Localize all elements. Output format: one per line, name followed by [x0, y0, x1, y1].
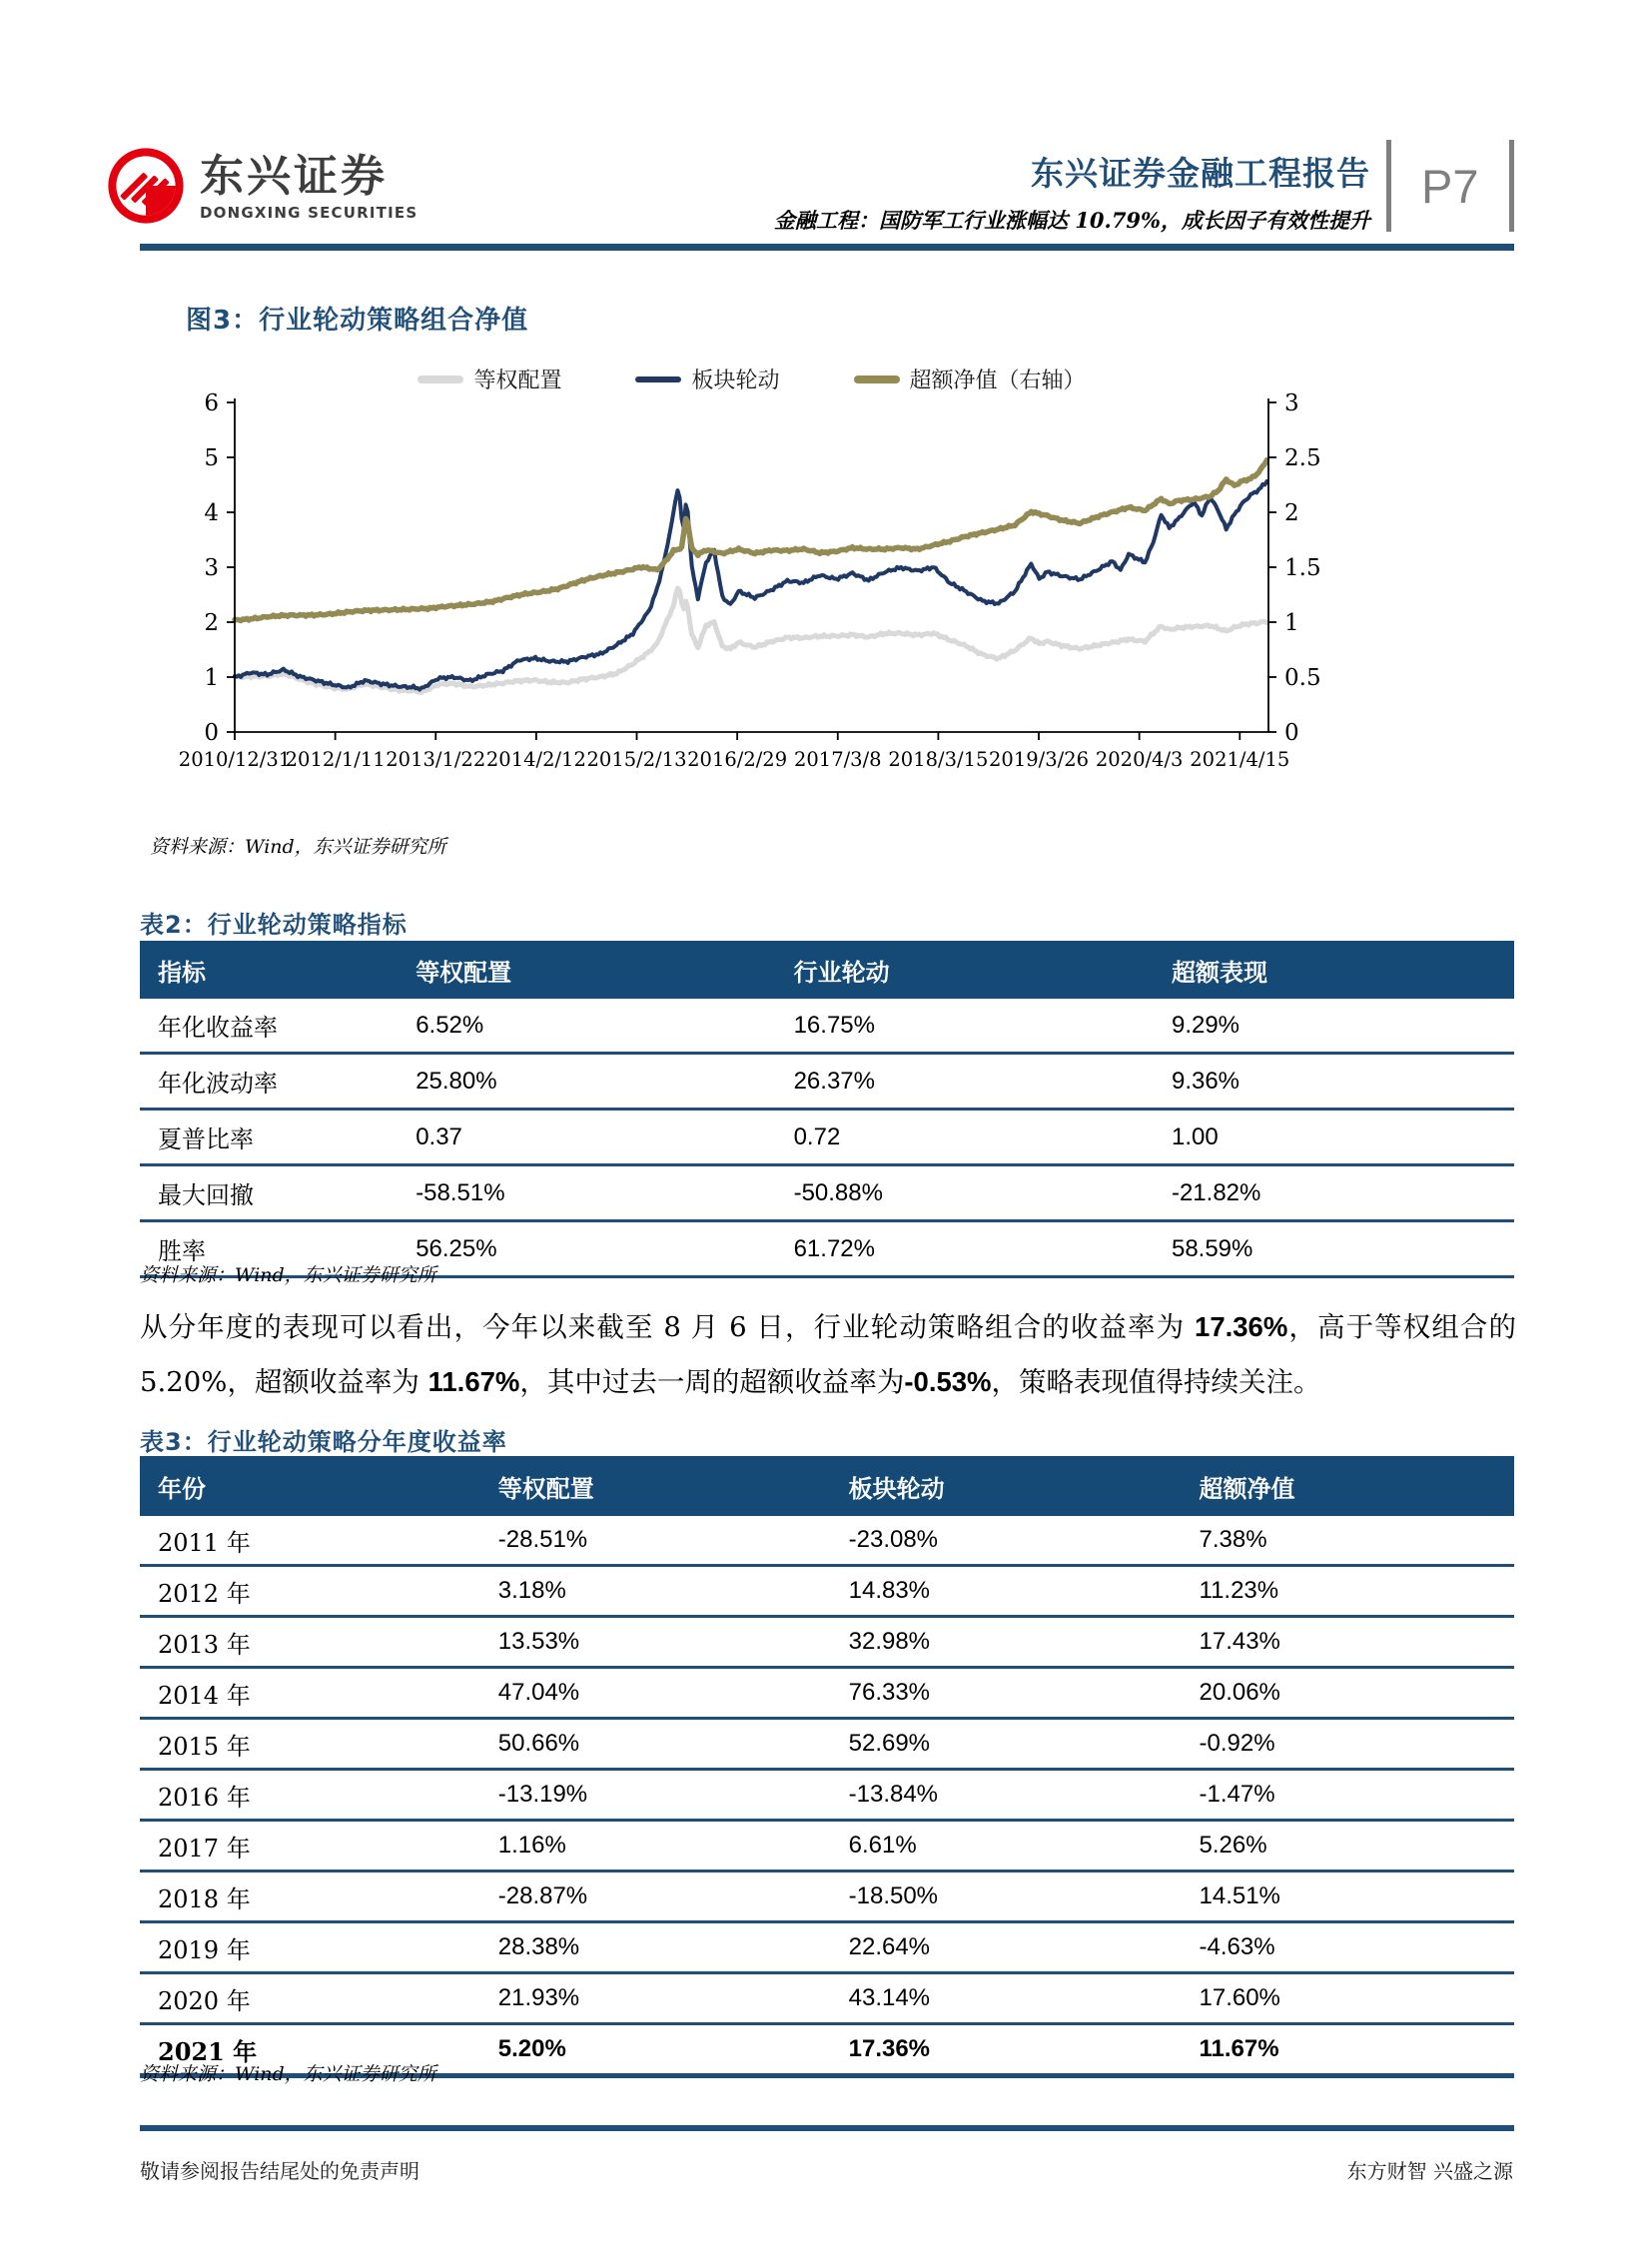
row-label-cell: 年化波动率 [140, 1054, 414, 1110]
svg-text:2019/3/26: 2019/3/26 [989, 748, 1090, 771]
row-label-cell: 2014 年 [140, 1668, 497, 1719]
legend-label: 超额净值（右轴） [909, 369, 1086, 393]
svg-text:5: 5 [204, 445, 219, 471]
logo-name-en: DONGXING SECURITIES [200, 204, 418, 223]
svg-text:2020/4/3: 2020/4/3 [1095, 748, 1184, 771]
paragraph-text: ，高于等权组合的 5.20%，超额收益率为 [140, 1311, 1516, 1398]
row-label-cell: 年化收益率 [140, 999, 414, 1054]
figure3-source: 资料来源：Wind，东兴证券研究所 [150, 836, 446, 858]
row-label-cell: 胜率 [140, 1221, 414, 1277]
row-label-cell: 2011 年 [140, 1516, 497, 1566]
svg-text:1.5: 1.5 [1284, 555, 1321, 581]
table-row [140, 1770, 1514, 1821]
svg-text:1: 1 [1284, 610, 1299, 636]
value-cell: 25.80% [414, 1054, 792, 1110]
value-cell: 16.75% [793, 999, 1171, 1054]
table-row [140, 1566, 1514, 1617]
value-cell: 9.29% [1171, 999, 1514, 1054]
table2 [140, 941, 1514, 1278]
table-row [140, 1719, 1514, 1770]
report-subtitle: 金融工程：国防军工行业涨幅达 10.79%，成长因子有效性提升 [773, 208, 1370, 233]
value-cell: 52.69% [848, 1719, 1199, 1770]
table-row [140, 1821, 1514, 1871]
footer-disclaimer: 敬请参阅报告结尾处的免责声明 [140, 2159, 419, 2183]
column-header: 超额净值 [1199, 1456, 1515, 1516]
company-logo [106, 146, 417, 230]
table2-source: 资料来源：Wind，东兴证券研究所 [140, 1264, 436, 1286]
highlight-number: -0.53% [904, 1365, 992, 1397]
table-row [140, 1165, 1514, 1221]
table-row [140, 1922, 1514, 1973]
logo-name-cn: 东兴证券 [200, 150, 388, 202]
value-cell: 6.61% [848, 1821, 1199, 1871]
value-cell: -4.63% [1199, 1922, 1515, 1973]
value-cell: 14.51% [1199, 1871, 1515, 1922]
table3 [140, 1456, 1514, 2078]
value-cell: 14.83% [848, 1566, 1199, 1617]
svg-text:2015/2/13: 2015/2/13 [586, 748, 687, 771]
value-cell: -0.92% [1199, 1719, 1515, 1770]
column-header: 板块轮动 [848, 1456, 1199, 1516]
svg-text:2010/12/31: 2010/12/31 [178, 748, 292, 771]
legend-swatch-icon [854, 375, 900, 383]
series-line-0 [235, 588, 1266, 692]
svg-text:2021/4/15: 2021/4/15 [1190, 748, 1290, 771]
report-header [639, 148, 1370, 235]
svg-text:2016/2/29: 2016/2/29 [687, 748, 788, 771]
value-cell: -50.88% [793, 1165, 1171, 1221]
svg-text:2: 2 [204, 610, 219, 636]
svg-text:2012/1/11: 2012/1/11 [285, 748, 386, 771]
value-cell: 9.36% [1171, 1054, 1514, 1110]
table-row [140, 1110, 1514, 1165]
svg-text:4: 4 [204, 500, 219, 526]
row-label-cell: 2013 年 [140, 1617, 497, 1668]
svg-text:6: 6 [204, 390, 219, 416]
value-cell: -13.84% [848, 1770, 1199, 1821]
figure3-title: 图3：行业轮动策略组合净值 [186, 306, 529, 336]
paragraph-text: ，策略表现值得持续关注。 [991, 1365, 1321, 1398]
svg-text:2014/2/12: 2014/2/12 [485, 748, 586, 771]
value-cell: 47.04% [497, 1668, 848, 1719]
svg-text:2013/1/22: 2013/1/22 [386, 748, 486, 771]
table3-title: 表3：行业轮动策略分年度收益率 [140, 1428, 507, 1456]
value-cell: 58.59% [1171, 1221, 1514, 1277]
report-title: 东兴证券金融工程报告 [1031, 154, 1370, 193]
value-cell: 56.25% [414, 1221, 792, 1277]
legend-label: 等权配置 [473, 369, 562, 393]
value-cell: -13.19% [497, 1770, 848, 1821]
svg-text:2017/3/8: 2017/3/8 [793, 748, 882, 771]
value-cell: 7.38% [1199, 1516, 1515, 1566]
table-row [140, 999, 1514, 1054]
header-rule [140, 244, 1514, 251]
legend-swatch-icon [635, 376, 681, 382]
column-header: 等权配置 [414, 941, 792, 999]
dongxing-logo-icon [106, 146, 186, 230]
svg-text:3: 3 [1284, 390, 1299, 416]
table-row [140, 1668, 1514, 1719]
row-label-cell: 2017 年 [140, 1821, 497, 1871]
table-row [140, 1617, 1514, 1668]
nav-chart [140, 387, 1518, 787]
table3-source: 资料来源：Wind，东兴证券研究所 [140, 2063, 436, 2085]
value-cell: 50.66% [497, 1719, 848, 1770]
paragraph-text: 从分年度的表现可以看出，今年以来截至 8 月 6 日，行业轮动策略组合的收益率为 [140, 1311, 1196, 1343]
value-cell: -18.50% [848, 1871, 1199, 1922]
value-cell: -28.87% [497, 1871, 848, 1922]
paragraph-text: ，其中过去一周的超额收益率为 [519, 1365, 905, 1398]
value-cell: 32.98% [848, 1617, 1199, 1668]
value-cell: 43.14% [848, 1973, 1199, 2024]
footer-slogan: 东方财智 兴盛之源 [1346, 2159, 1513, 2183]
page-number-value: P7 [1421, 159, 1479, 213]
body-paragraph [140, 1300, 1516, 1409]
svg-text:2.5: 2.5 [1284, 445, 1321, 471]
value-cell: 21.93% [497, 1973, 848, 2024]
value-cell: -1.47% [1199, 1770, 1515, 1821]
value-cell: 6.52% [414, 999, 792, 1054]
svg-text:0.5: 0.5 [1284, 665, 1321, 691]
page-number-bar-right [1509, 140, 1514, 232]
value-cell: 17.60% [1199, 1973, 1515, 2024]
value-cell: 17.36% [848, 2024, 1199, 2076]
value-cell: 0.37 [414, 1110, 792, 1165]
footer-rule [140, 2125, 1514, 2131]
row-label-cell: 2012 年 [140, 1566, 497, 1617]
row-label-cell: 2020 年 [140, 1973, 497, 2024]
value-cell: 1.16% [497, 1821, 848, 1871]
row-label-cell: 2019 年 [140, 1922, 497, 1973]
value-cell: 28.38% [497, 1922, 848, 1973]
value-cell: 0.72 [793, 1110, 1171, 1165]
value-cell: -23.08% [848, 1516, 1199, 1566]
value-cell: 76.33% [848, 1668, 1199, 1719]
svg-text:2018/3/15: 2018/3/15 [888, 748, 989, 771]
value-cell: 3.18% [497, 1566, 848, 1617]
table-row [140, 1973, 1514, 2024]
value-cell: 11.67% [1199, 2024, 1515, 2076]
row-label-cell: 2021 年 [140, 2024, 497, 2076]
highlight-number: 17.36% [1195, 1311, 1288, 1342]
legend-swatch-icon [417, 375, 463, 383]
value-cell: 22.64% [848, 1922, 1199, 1973]
table-row [140, 1054, 1514, 1110]
value-cell: 13.53% [497, 1617, 848, 1668]
row-label-cell: 2018 年 [140, 1871, 497, 1922]
value-cell: 20.06% [1199, 1668, 1515, 1719]
row-label-cell: 2016 年 [140, 1770, 497, 1821]
svg-text:2: 2 [1284, 500, 1299, 526]
column-header: 年份 [140, 1456, 497, 1516]
table-header-row [140, 941, 1514, 999]
value-cell: 1.00 [1171, 1110, 1514, 1165]
legend-label: 板块轮动 [691, 369, 780, 393]
table-row [140, 1516, 1514, 1566]
value-cell: 5.20% [497, 2024, 848, 2076]
table2-title: 表2：行业轮动策略指标 [140, 911, 408, 939]
svg-text:0: 0 [1284, 720, 1299, 746]
row-label-cell: 2015 年 [140, 1719, 497, 1770]
table-header-row [140, 1456, 1514, 1516]
column-header: 超额表现 [1171, 941, 1514, 999]
highlight-number: 11.67% [427, 1365, 520, 1397]
value-cell: -58.51% [414, 1165, 792, 1221]
column-header: 指标 [140, 941, 414, 999]
page-number [1386, 140, 1514, 232]
logo-text [200, 150, 418, 223]
value-cell: 11.23% [1199, 1566, 1515, 1617]
column-header: 等权配置 [497, 1456, 848, 1516]
svg-text:0: 0 [204, 720, 219, 746]
column-header: 行业轮动 [793, 941, 1171, 999]
value-cell: 17.43% [1199, 1617, 1515, 1668]
value-cell: 61.72% [793, 1221, 1171, 1277]
row-label-cell: 最大回撤 [140, 1165, 414, 1221]
value-cell: -28.51% [497, 1516, 848, 1566]
row-label-cell: 夏普比率 [140, 1110, 414, 1165]
svg-text:1: 1 [204, 665, 219, 691]
value-cell: 26.37% [793, 1054, 1171, 1110]
table-row [140, 1871, 1514, 1922]
value-cell: -21.82% [1171, 1165, 1514, 1221]
value-cell: 5.26% [1199, 1821, 1515, 1871]
svg-text:3: 3 [204, 555, 219, 581]
